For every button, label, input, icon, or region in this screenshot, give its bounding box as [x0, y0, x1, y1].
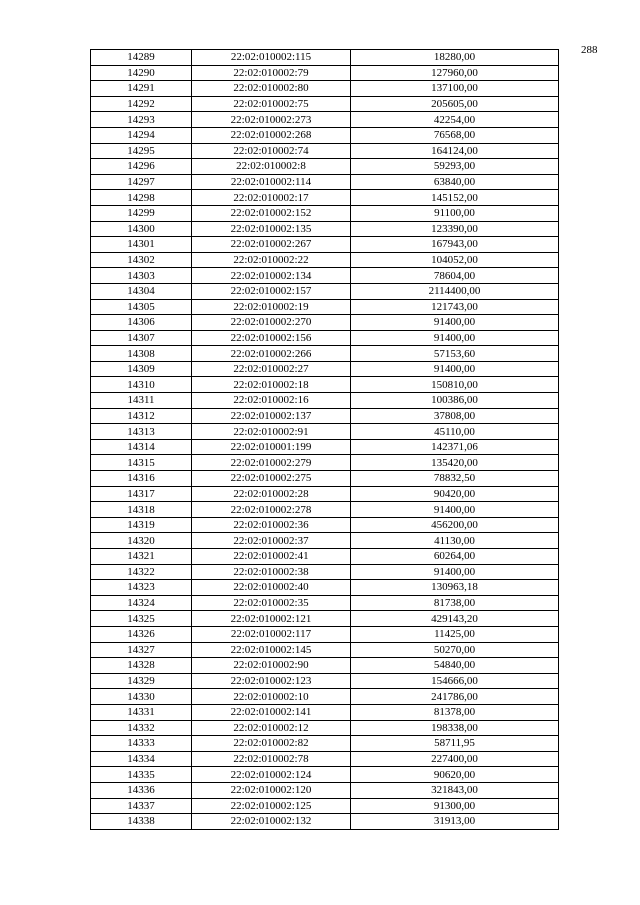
row-number-cell: 14296	[91, 159, 192, 175]
table-row	[91, 564, 559, 580]
cadastral-number-cell: 22:02:010002:28	[192, 486, 351, 502]
value-cell: 60264,00	[351, 549, 559, 565]
value-cell: 167943,00	[351, 237, 559, 253]
table-row	[91, 190, 559, 206]
value-cell: 45110,00	[351, 424, 559, 440]
cadastral-number-cell: 22:02:010002:135	[192, 221, 351, 237]
cadastral-number-cell: 22:02:010002:10	[192, 689, 351, 705]
value-cell: 41130,00	[351, 533, 559, 549]
cadastral-number-cell: 22:02:010002:78	[192, 751, 351, 767]
value-cell: 321843,00	[351, 782, 559, 798]
cadastral-number-cell: 22:02:010002:27	[192, 361, 351, 377]
row-number-cell: 14338	[91, 814, 192, 830]
table-row	[91, 50, 559, 66]
cadastral-number-cell: 22:02:010002:37	[192, 533, 351, 549]
table-row	[91, 580, 559, 596]
row-number-cell: 14303	[91, 268, 192, 284]
table-row	[91, 658, 559, 674]
value-cell: 142371,06	[351, 439, 559, 455]
value-cell: 137100,00	[351, 81, 559, 97]
row-number-cell: 14309	[91, 361, 192, 377]
cadastral-number-cell: 22:02:010002:80	[192, 81, 351, 97]
table-row	[91, 330, 559, 346]
table-row	[91, 221, 559, 237]
row-number-cell: 14329	[91, 673, 192, 689]
row-number-cell: 14312	[91, 408, 192, 424]
row-number-cell: 14336	[91, 782, 192, 798]
cadastral-number-cell: 22:02:010002:275	[192, 471, 351, 487]
value-cell: 37808,00	[351, 408, 559, 424]
table-row	[91, 346, 559, 362]
row-number-cell: 14321	[91, 549, 192, 565]
cadastral-number-cell: 22:02:010002:79	[192, 65, 351, 81]
cadastral-number-cell: 22:02:010002:268	[192, 127, 351, 143]
cadastral-number-cell: 22:02:010002:137	[192, 408, 351, 424]
row-number-cell: 14301	[91, 237, 192, 253]
value-cell: 81738,00	[351, 595, 559, 611]
row-number-cell: 14334	[91, 751, 192, 767]
table-row	[91, 96, 559, 112]
row-number-cell: 14299	[91, 205, 192, 221]
value-cell: 227400,00	[351, 751, 559, 767]
row-number-cell: 14304	[91, 283, 192, 299]
cadastral-number-cell: 22:02:010002:35	[192, 595, 351, 611]
row-number-cell: 14308	[91, 346, 192, 362]
cadastral-number-cell: 22:02:010002:75	[192, 96, 351, 112]
table-row	[91, 689, 559, 705]
row-number-cell: 14328	[91, 658, 192, 674]
row-number-cell: 14319	[91, 517, 192, 533]
value-cell: 57153,60	[351, 346, 559, 362]
cadastral-number-cell: 22:02:010002:18	[192, 377, 351, 393]
table-row	[91, 798, 559, 814]
row-number-cell: 14317	[91, 486, 192, 502]
value-cell: 91400,00	[351, 361, 559, 377]
value-cell: 123390,00	[351, 221, 559, 237]
row-number-cell: 14295	[91, 143, 192, 159]
table-row	[91, 112, 559, 128]
cadastral-number-cell: 22:02:010002:82	[192, 736, 351, 752]
table-row	[91, 361, 559, 377]
table-row	[91, 751, 559, 767]
table-row	[91, 502, 559, 518]
row-number-cell: 14324	[91, 595, 192, 611]
table-row	[91, 205, 559, 221]
cadastral-number-cell: 22:02:010002:117	[192, 626, 351, 642]
row-number-cell: 14300	[91, 221, 192, 237]
row-number-cell: 14298	[91, 190, 192, 206]
cadastral-number-cell: 22:02:010002:156	[192, 330, 351, 346]
row-number-cell: 14326	[91, 626, 192, 642]
value-cell: 135420,00	[351, 455, 559, 471]
row-number-cell: 14330	[91, 689, 192, 705]
cadastral-number-cell: 22:02:010002:120	[192, 782, 351, 798]
cadastral-number-cell: 22:02:010002:273	[192, 112, 351, 128]
row-number-cell: 14333	[91, 736, 192, 752]
cadastral-number-cell: 22:02:010002:91	[192, 424, 351, 440]
cadastral-number-cell: 22:02:010002:16	[192, 393, 351, 409]
table-row	[91, 611, 559, 627]
row-number-cell: 14310	[91, 377, 192, 393]
cadastral-number-cell: 22:02:010002:124	[192, 767, 351, 783]
cadastral-number-cell: 22:02:010002:141	[192, 704, 351, 720]
value-cell: 91400,00	[351, 502, 559, 518]
value-cell: 456200,00	[351, 517, 559, 533]
table-row	[91, 393, 559, 409]
table-row	[91, 736, 559, 752]
table-row	[91, 642, 559, 658]
table-row	[91, 782, 559, 798]
value-cell: 150810,00	[351, 377, 559, 393]
cadastral-number-cell: 22:02:010002:114	[192, 174, 351, 190]
cadastral-number-cell: 22:02:010002:266	[192, 346, 351, 362]
value-cell: 241786,00	[351, 689, 559, 705]
value-cell: 164124,00	[351, 143, 559, 159]
value-cell: 91300,00	[351, 798, 559, 814]
cadastral-number-cell: 22:02:010002:278	[192, 502, 351, 518]
table-row	[91, 455, 559, 471]
cadastral-number-cell: 22:02:010002:8	[192, 159, 351, 175]
table-row	[91, 299, 559, 315]
table-row	[91, 174, 559, 190]
table-row	[91, 767, 559, 783]
table-row	[91, 315, 559, 331]
row-number-cell: 14332	[91, 720, 192, 736]
row-number-cell: 14292	[91, 96, 192, 112]
cadastral-number-cell: 22:02:010002:145	[192, 642, 351, 658]
row-number-cell: 14320	[91, 533, 192, 549]
row-number-cell: 14322	[91, 564, 192, 580]
cadastral-number-cell: 22:02:010002:74	[192, 143, 351, 159]
row-number-cell: 14325	[91, 611, 192, 627]
value-cell: 63840,00	[351, 174, 559, 190]
value-cell: 130963,18	[351, 580, 559, 596]
value-cell: 76568,00	[351, 127, 559, 143]
table-row	[91, 595, 559, 611]
row-number-cell: 14313	[91, 424, 192, 440]
table-row	[91, 673, 559, 689]
row-number-cell: 14331	[91, 704, 192, 720]
row-number-cell: 14297	[91, 174, 192, 190]
value-cell: 429143,20	[351, 611, 559, 627]
value-cell: 91100,00	[351, 205, 559, 221]
table-row	[91, 549, 559, 565]
cadastral-number-cell: 22:02:010002:157	[192, 283, 351, 299]
cadastral-number-cell: 22:02:010002:132	[192, 814, 351, 830]
table-row	[91, 143, 559, 159]
table-row	[91, 471, 559, 487]
cadastral-number-cell: 22:02:010002:12	[192, 720, 351, 736]
row-number-cell: 14318	[91, 502, 192, 518]
row-number-cell: 14311	[91, 393, 192, 409]
table-row	[91, 237, 559, 253]
cadastral-number-cell: 22:02:010002:41	[192, 549, 351, 565]
table-row	[91, 704, 559, 720]
row-number-cell: 14316	[91, 471, 192, 487]
row-number-cell: 14315	[91, 455, 192, 471]
value-cell: 121743,00	[351, 299, 559, 315]
cadastral-number-cell: 22:02:010001:199	[192, 439, 351, 455]
value-cell: 91400,00	[351, 330, 559, 346]
row-number-cell: 14294	[91, 127, 192, 143]
row-number-cell: 14323	[91, 580, 192, 596]
value-cell: 31913,00	[351, 814, 559, 830]
value-cell: 58711,95	[351, 736, 559, 752]
table-row	[91, 268, 559, 284]
table-row	[91, 814, 559, 830]
table-row	[91, 408, 559, 424]
table-row	[91, 720, 559, 736]
value-cell: 50270,00	[351, 642, 559, 658]
value-cell: 54840,00	[351, 658, 559, 674]
table-row	[91, 159, 559, 175]
value-cell: 59293,00	[351, 159, 559, 175]
row-number-cell: 14306	[91, 315, 192, 331]
value-cell: 78604,00	[351, 268, 559, 284]
row-number-cell: 14305	[91, 299, 192, 315]
value-cell: 205605,00	[351, 96, 559, 112]
value-cell: 104052,00	[351, 252, 559, 268]
cadastral-number-cell: 22:02:010002:36	[192, 517, 351, 533]
value-cell: 78832,50	[351, 471, 559, 487]
table-row	[91, 81, 559, 97]
row-number-cell: 14314	[91, 439, 192, 455]
table-row	[91, 439, 559, 455]
cadastral-number-cell: 22:02:010002:17	[192, 190, 351, 206]
row-number-cell: 14335	[91, 767, 192, 783]
value-cell: 91400,00	[351, 315, 559, 331]
row-number-cell: 14289	[91, 50, 192, 66]
value-cell: 100386,00	[351, 393, 559, 409]
row-number-cell: 14291	[91, 81, 192, 97]
cadastral-number-cell: 22:02:010002:121	[192, 611, 351, 627]
value-cell: 91400,00	[351, 564, 559, 580]
row-number-cell: 14307	[91, 330, 192, 346]
table-row	[91, 424, 559, 440]
value-cell: 198338,00	[351, 720, 559, 736]
cadastral-number-cell: 22:02:010002:90	[192, 658, 351, 674]
cadastral-number-cell: 22:02:010002:152	[192, 205, 351, 221]
cadastral-number-cell: 22:02:010002:134	[192, 268, 351, 284]
cadastral-number-cell: 22:02:010002:125	[192, 798, 351, 814]
value-cell: 18280,00	[351, 50, 559, 66]
cadastral-number-cell: 22:02:010002:19	[192, 299, 351, 315]
row-number-cell: 14293	[91, 112, 192, 128]
table-row	[91, 377, 559, 393]
table-row	[91, 486, 559, 502]
value-cell: 127960,00	[351, 65, 559, 81]
cadastral-number-cell: 22:02:010002:22	[192, 252, 351, 268]
cadastral-number-cell: 22:02:010002:267	[192, 237, 351, 253]
table-row	[91, 127, 559, 143]
value-cell: 81378,00	[351, 704, 559, 720]
table-row	[91, 517, 559, 533]
table-row	[91, 533, 559, 549]
row-number-cell: 14290	[91, 65, 192, 81]
cadastral-number-cell: 22:02:010002:38	[192, 564, 351, 580]
value-cell: 145152,00	[351, 190, 559, 206]
cadastral-number-cell: 22:02:010002:40	[192, 580, 351, 596]
cadastral-number-cell: 22:02:010002:270	[192, 315, 351, 331]
value-cell: 90420,00	[351, 486, 559, 502]
value-cell: 11425,00	[351, 626, 559, 642]
cadastral-number-cell: 22:02:010002:123	[192, 673, 351, 689]
value-cell: 90620,00	[351, 767, 559, 783]
table-body	[91, 50, 559, 830]
value-cell: 154666,00	[351, 673, 559, 689]
table-row	[91, 626, 559, 642]
value-cell: 42254,00	[351, 112, 559, 128]
row-number-cell: 14302	[91, 252, 192, 268]
data-table	[90, 49, 559, 830]
value-cell: 2114400,00	[351, 283, 559, 299]
cadastral-number-cell: 22:02:010002:115	[192, 50, 351, 66]
row-number-cell: 14337	[91, 798, 192, 814]
cadastral-number-cell: 22:02:010002:279	[192, 455, 351, 471]
table-row	[91, 65, 559, 81]
table-row	[91, 283, 559, 299]
page-number: 288	[581, 44, 598, 56]
table-row	[91, 252, 559, 268]
row-number-cell: 14327	[91, 642, 192, 658]
